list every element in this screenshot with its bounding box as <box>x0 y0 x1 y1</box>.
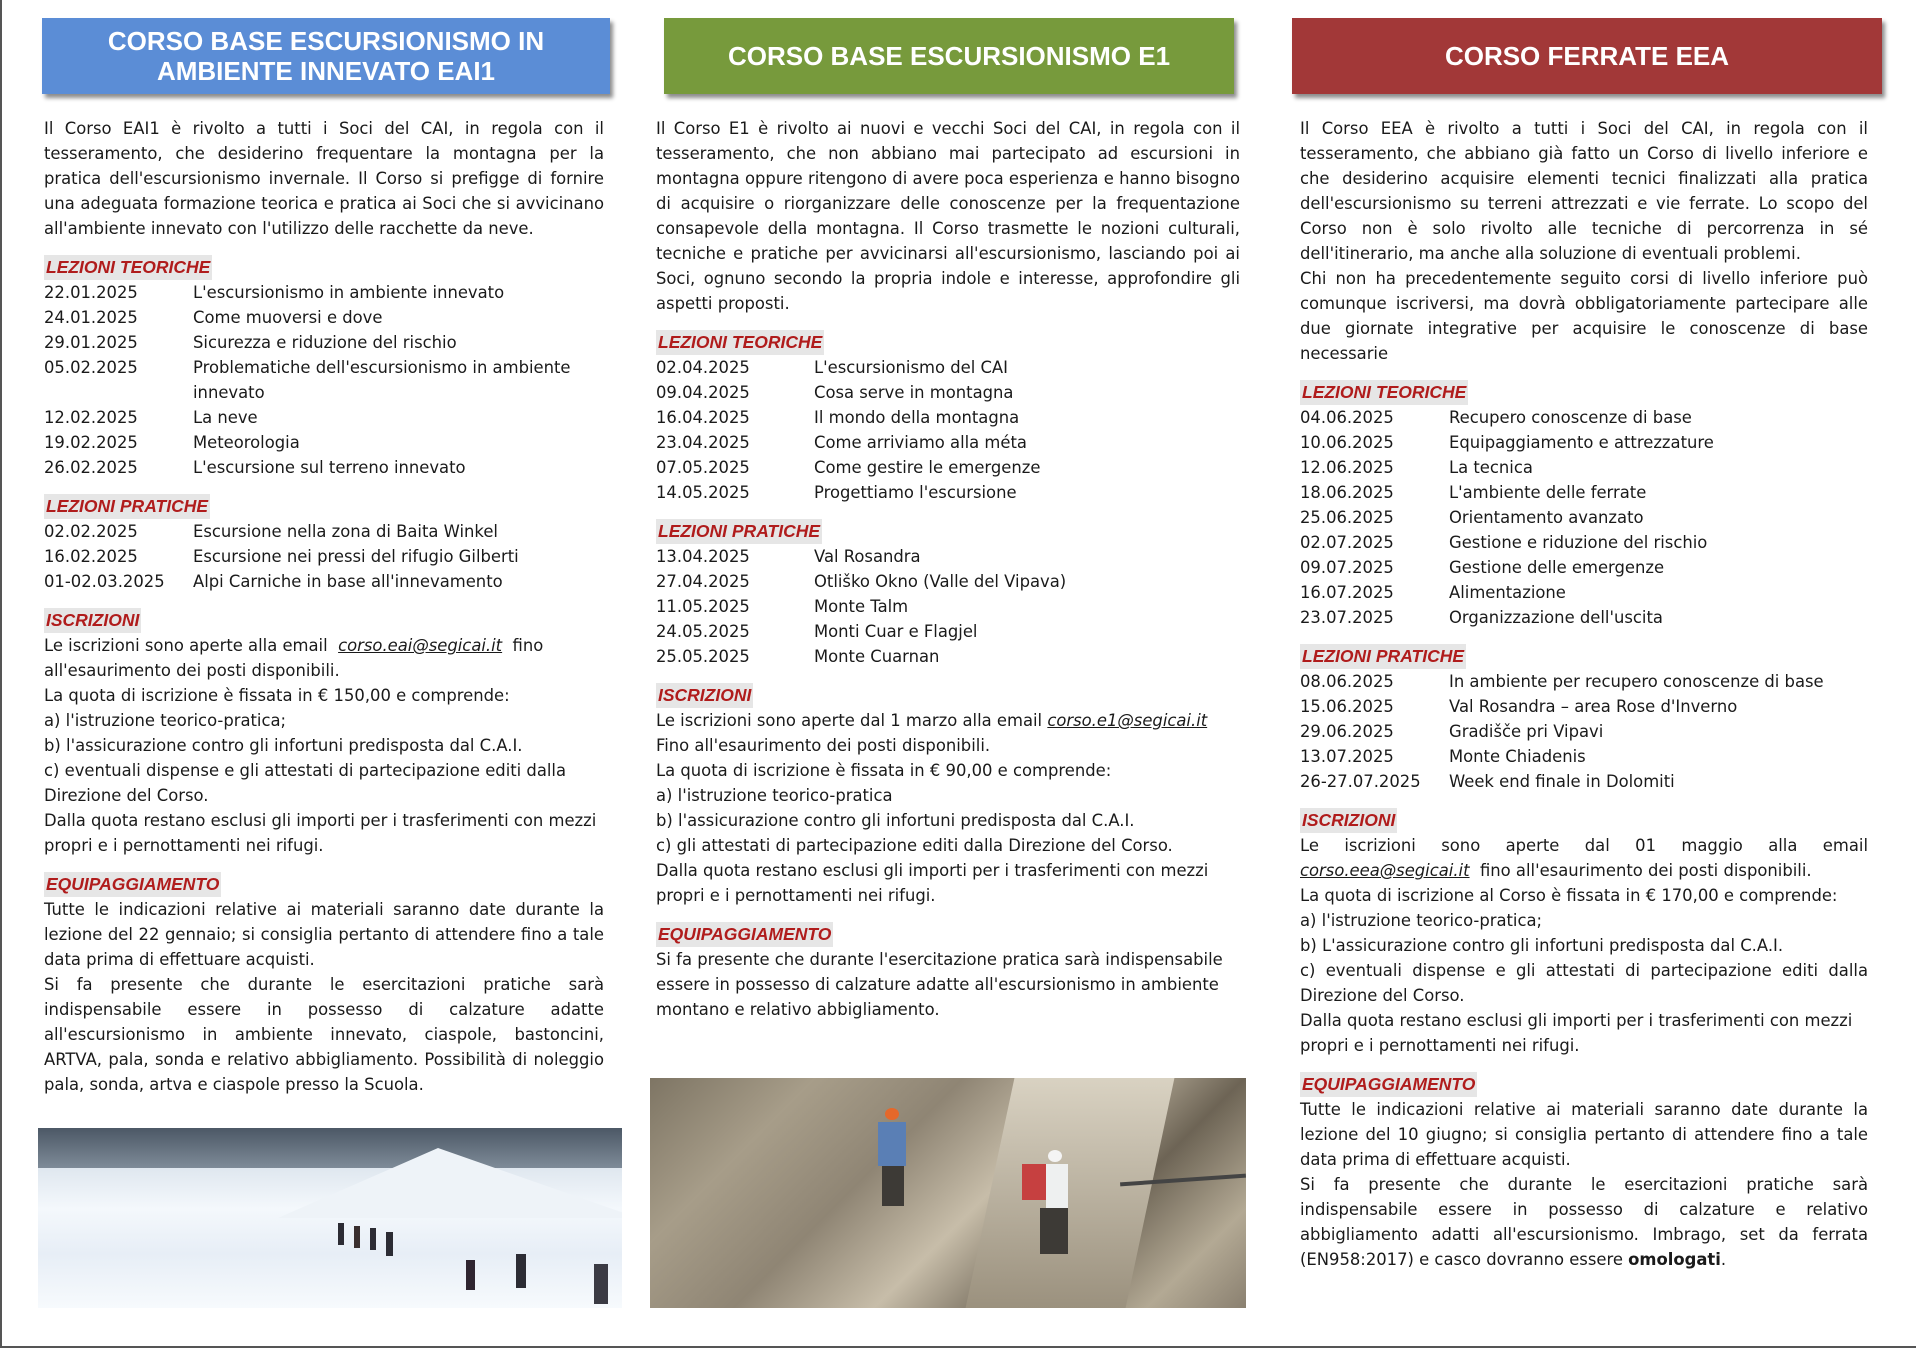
eai1-reg-post: fino all'esaurimento dei posti disponibili. <box>44 636 544 680</box>
eea-reg-a: a) l'istruzione teorico-pratica; <box>1300 911 1543 930</box>
eea-practice-topic: Monte Chiadenis <box>1449 747 1586 766</box>
hiker-figure <box>354 1226 360 1248</box>
eea-practice-row <box>1300 769 1868 794</box>
eea-practice-row <box>1300 719 1868 744</box>
eea-practice-row <box>1300 694 1868 719</box>
eai1-practice-row <box>44 569 604 594</box>
e1-theory-topic: Come arriviamo alla méta <box>814 433 1027 452</box>
eai1-practice-row <box>44 544 604 569</box>
eea-theory-date: 16.07.2025 <box>1300 583 1394 602</box>
snow-slope <box>278 1148 622 1218</box>
eea-reg-pre: Le iscrizioni sono aperte dal 01 maggio alla email <box>1300 836 1868 855</box>
eea-theory-date: 02.07.2025 <box>1300 533 1394 552</box>
e1-practice-date: 13.04.2025 <box>656 547 750 566</box>
eai1-practice-topic: Escursione nella zona di Baita Winkel <box>193 522 498 541</box>
eea-theory-date: 23.07.2025 <box>1300 608 1394 627</box>
e1-practice-date: 25.05.2025 <box>656 647 750 666</box>
e1-theory-row <box>656 480 1240 505</box>
climber-figure <box>878 1122 906 1166</box>
eea-theory-date: 25.06.2025 <box>1300 508 1394 527</box>
eea-intro2: Chi non ha precedentemente seguito corsi di livello inferiore può comunque iscriversi, ma dovrà obbligatoriamente partecipare alle due giornate integrative per acquisire le conoscenze di base necessarie <box>1300 269 1868 363</box>
e1-practice-row <box>656 619 1240 644</box>
e1-theory-row <box>656 455 1240 480</box>
e1-reg-excl: Dalla quota restano esclusi gli importi per i trasferimenti con mezzi propri e i pernottamenti nei rifugi. <box>656 861 1209 905</box>
climber-backpack <box>1022 1164 1048 1200</box>
eea-email-link[interactable]: corso.eea@segicai.it <box>1300 861 1470 880</box>
eea-practice-topic: Week end finale in Dolomiti <box>1449 772 1675 791</box>
eea-reg-fee: La quota di iscrizione al Corso è fissata in € 170,00 e comprende: <box>1300 886 1838 905</box>
eea-theory-row <box>1300 605 1868 630</box>
eai1-reg-excl: Dalla quota restano esclusi gli importi per i trasferimenti con mezzi propri e i pernottamenti nei rifugi. <box>44 811 597 855</box>
eai1-theory-topic: Problematiche dell'escursionismo in ambiente innevato <box>193 358 571 402</box>
e1-theory-row <box>656 405 1240 430</box>
eea-theory-topic: L'ambiente delle ferrate <box>1449 483 1647 502</box>
eea-theory-row <box>1300 580 1868 605</box>
climber-figure <box>1046 1164 1068 1208</box>
e1-theory-date: 09.04.2025 <box>656 383 750 402</box>
e1-registration-text <box>656 708 1240 733</box>
eai1-theory-list <box>44 280 604 480</box>
hiker-figure <box>338 1223 344 1245</box>
eea-theory-row <box>1300 555 1868 580</box>
rock-wall <box>966 1078 1175 1308</box>
eai1-theory-row <box>44 280 604 305</box>
e1-practice-row <box>656 544 1240 569</box>
e1-theory-list <box>656 355 1240 505</box>
climber-helmet <box>1048 1150 1062 1162</box>
e1-practice-heading: LEZIONI PRATICHE <box>656 519 822 544</box>
eai1-theory-row <box>44 455 604 480</box>
eai1-theory-heading: LEZIONI TEORICHE <box>44 255 212 280</box>
eea-practice-date: 15.06.2025 <box>1300 697 1394 716</box>
eea-theory-heading: LEZIONI TEORICHE <box>1300 380 1468 405</box>
eai1-equip1: Tutte le indicazioni relative ai materiali saranno date durante la lezione del 22 gennaio; si consiglia pertanto di attendere fino a tale data prima di effettuare acquisti. <box>44 900 604 969</box>
eai1-reg-pre: Le iscrizioni sono aperte alla email <box>44 636 328 655</box>
e1-theory-heading: LEZIONI TEORICHE <box>656 330 824 355</box>
e1-practice-date: 11.05.2025 <box>656 597 750 616</box>
eai1-equip2: Si fa presente che durante le esercitazioni pratiche sarà indispensabile essere in possesso di calzature adatte all'escursionismo in ambiente innevato, ciaspole, bastoncini, ARTVA, pala, sonda e relativo abbigliamento. Possibilità di noleggio pala, sonda, artva e ciaspole presso la Scuola. <box>44 975 604 1094</box>
e1-theory-date: 02.04.2025 <box>656 358 750 377</box>
eea-registration-heading: ISCRIZIONI <box>1300 808 1397 833</box>
e1-registration-heading: ISCRIZIONI <box>656 683 753 708</box>
e1-theory-topic: L'escursionismo del CAI <box>814 358 1008 377</box>
hiker-figure <box>386 1232 393 1256</box>
eai1-theory-topic: L'escursione sul terreno innevato <box>193 458 466 477</box>
e1-reg-post: Fino all'esaurimento dei posti disponibili. <box>656 736 991 755</box>
eea-theory-date: 10.06.2025 <box>1300 433 1394 452</box>
e1-theory-date: 14.05.2025 <box>656 483 750 502</box>
e1-body <box>656 116 1240 1022</box>
eea-theory-row <box>1300 455 1868 480</box>
e1-reg-pre: Le iscrizioni sono aperte dal 1 marzo alla email <box>656 711 1043 730</box>
eai1-registration-heading: ISCRIZIONI <box>44 608 141 633</box>
e1-practice-row <box>656 569 1240 594</box>
eea-theory-topic: Recupero conoscenze di base <box>1449 408 1692 427</box>
eea-theory-date: 09.07.2025 <box>1300 558 1394 577</box>
eea-theory-row <box>1300 480 1868 505</box>
e1-practice-topic: Monte Talm <box>814 597 909 616</box>
eea-theory-row <box>1300 530 1868 555</box>
e1-practice-topic: Otliško Okno (Valle del Vipava) <box>814 572 1067 591</box>
eea-equip2 <box>1300 1172 1868 1272</box>
e1-practice-row <box>656 594 1240 619</box>
eai1-theory-date: 05.02.2025 <box>44 358 138 377</box>
eai1-practice-list <box>44 519 604 594</box>
eai1-practice-date: 01-02.03.2025 <box>44 572 165 591</box>
via-ferrata-climbers-photo <box>650 1078 1246 1308</box>
e1-theory-date: 16.04.2025 <box>656 408 750 427</box>
eea-practice-topic: Val Rosandra – area Rose d'Inverno <box>1449 697 1738 716</box>
e1-reg-c: c) gli attestati di partecipazione editi dalla Direzione del Corso. <box>656 836 1173 855</box>
e1-theory-row <box>656 430 1240 455</box>
column-eea <box>1292 0 1886 1348</box>
e1-practice-topic: Monti Cuar e Flagjel <box>814 622 978 641</box>
eea-equip2-end: . <box>1720 1250 1727 1269</box>
column-eai1 <box>38 0 610 1348</box>
eai1-theory-date: 26.02.2025 <box>44 458 138 477</box>
eea-reg-excl: Dalla quota restano esclusi gli importi per i trasferimenti con mezzi propri e i pernottamenti nei rifugi. <box>1300 1011 1853 1055</box>
e1-equip1: Si fa presente che durante l'esercitazione pratica sarà indispensabile essere in possesso di calzature adatte all'escursionismo in ambiente montano e relativo abbigliamento. <box>656 950 1223 1019</box>
climber-legs <box>882 1166 904 1206</box>
eea-practice-row <box>1300 669 1868 694</box>
eea-theory-date: 18.06.2025 <box>1300 483 1394 502</box>
eea-theory-list <box>1300 405 1868 630</box>
eai1-theory-date: 24.01.2025 <box>44 308 138 327</box>
eai1-theory-row <box>44 405 604 430</box>
eai1-theory-date: 22.01.2025 <box>44 283 138 302</box>
eea-equip1: Tutte le indicazioni relative ai materiali saranno date durante la lezione del 10 giugno; si consiglia pertanto di attendere fino a tale data prima di effettuare acquisti. <box>1300 1100 1868 1169</box>
eai1-email-link[interactable]: corso.eai@segicai.it <box>338 636 503 655</box>
eea-theory-topic: La tecnica <box>1449 458 1533 477</box>
hiker-figure <box>466 1260 475 1290</box>
eai1-theory-topic: Sicurezza e riduzione del rischio <box>193 333 457 352</box>
eai1-theory-topic: La neve <box>193 408 258 427</box>
climber-legs <box>1040 1208 1068 1254</box>
eai1-reg-a: a) l'istruzione teorico-pratica; <box>44 711 287 730</box>
e1-theory-topic: Il mondo della montagna <box>814 408 1020 427</box>
eea-equipment-heading: EQUIPAGGIAMENTO <box>1300 1072 1477 1097</box>
eea-theory-topic: Equipaggiamento e attrezzature <box>1449 433 1714 452</box>
eea-practice-date: 29.06.2025 <box>1300 722 1394 741</box>
eai1-theory-date: 19.02.2025 <box>44 433 138 452</box>
e1-practice-date: 24.05.2025 <box>656 622 750 641</box>
eea-title-banner: CORSO FERRATE EEA <box>1292 18 1882 94</box>
eea-practice-row <box>1300 744 1868 769</box>
eea-practice-date: 13.07.2025 <box>1300 747 1394 766</box>
eea-theory-topic: Gestione e riduzione del rischio <box>1449 533 1708 552</box>
hiker-figure <box>594 1264 608 1304</box>
e1-practice-row <box>656 644 1240 669</box>
eea-practice-topic: In ambiente per recupero conoscenze di base <box>1449 672 1824 691</box>
eea-theory-topic: Organizzazione dell'uscita <box>1449 608 1663 627</box>
e1-reg-a: a) l'istruzione teorico-pratica <box>656 786 893 805</box>
eai1-reg-c: c) eventuali dispense e gli attestati di partecipazione editi dalla Direzione del Corso. <box>44 761 567 805</box>
climber-helmet <box>885 1108 899 1120</box>
e1-equipment-heading: EQUIPAGGIAMENTO <box>656 922 833 947</box>
eea-theory-topic: Gestione delle emergenze <box>1449 558 1665 577</box>
e1-theory-date: 07.05.2025 <box>656 458 750 477</box>
e1-theory-row <box>656 380 1240 405</box>
eea-theory-topic: Orientamento avanzato <box>1449 508 1644 527</box>
eea-reg-c: c) eventuali dispense e gli attestati di partecipazione editi dalla Direzione del Corso. <box>1300 961 1868 1005</box>
e1-practice-topic: Monte Cuarnan <box>814 647 940 666</box>
eea-registration-text <box>1300 833 1868 883</box>
eai1-practice-topic: Escursione nei pressi del rifugio Gilberti <box>193 547 519 566</box>
e1-email-link[interactable]: corso.e1@segicai.it <box>1047 711 1208 730</box>
eea-reg-post: fino all'esaurimento dei posti disponibili. <box>1479 861 1812 880</box>
eea-practice-topic: Gradišče pri Vipavi <box>1449 722 1604 741</box>
e1-theory-topic: Come gestire le emergenze <box>814 458 1041 477</box>
e1-theory-topic: Cosa serve in montagna <box>814 383 1014 402</box>
column-e1 <box>650 0 1246 1348</box>
e1-title-banner: CORSO BASE ESCURSIONISMO E1 <box>664 18 1234 94</box>
eea-practice-heading: LEZIONI PRATICHE <box>1300 644 1466 669</box>
eai1-theory-topic: L'escursionismo in ambiente innevato <box>193 283 505 302</box>
eea-theory-date: 04.06.2025 <box>1300 408 1394 427</box>
eai1-theory-row <box>44 355 604 405</box>
eai1-reg-b: b) l'assicurazione contro gli infortuni predisposta dal C.A.I. <box>44 736 523 755</box>
eea-theory-date: 12.06.2025 <box>1300 458 1394 477</box>
eea-intro: Il Corso EEA è rivolto a tutti i Soci del CAI, in regola con il tesseramento, che abbiano già fatto un Corso di livello inferiore e che desiderino acquisire elementi tecnici finalizzati alla pratica dell'escursionismo su terreni attrezzati e vie ferrate. Lo scopo del Corso non è solo rivolto alle tecniche di percorrenza in sé dell'itinerario, ma anche alla soluzione di eventuali problemi. <box>1300 119 1868 263</box>
eea-reg-b: b) L'assicurazione contro gli infortuni predisposta dal C.A.I. <box>1300 936 1784 955</box>
eai1-theory-row <box>44 430 604 455</box>
eai1-practice-date: 16.02.2025 <box>44 547 138 566</box>
eea-theory-row <box>1300 405 1868 430</box>
eai1-theory-row <box>44 330 604 355</box>
e1-practice-list <box>656 544 1240 669</box>
e1-theory-row <box>656 355 1240 380</box>
hiker-figure <box>370 1228 376 1250</box>
eea-body <box>1300 116 1868 1272</box>
eea-theory-row <box>1300 430 1868 455</box>
eai1-theory-row <box>44 305 604 330</box>
eai1-practice-heading: LEZIONI PRATICHE <box>44 494 210 519</box>
e1-theory-topic: Progettiamo l'escursione <box>814 483 1017 502</box>
eai1-registration-text <box>44 633 604 683</box>
eea-practice-list <box>1300 669 1868 794</box>
hiker-figure <box>516 1254 526 1288</box>
eai1-practice-topic: Alpi Carniche in base all'innevamento <box>193 572 503 591</box>
eai1-reg-fee: La quota di iscrizione è fissata in € 150,00 e comprende: <box>44 686 510 705</box>
eea-theory-topic: Alimentazione <box>1449 583 1566 602</box>
eai1-theory-date: 12.02.2025 <box>44 408 138 427</box>
eai1-theory-topic: Meteorologia <box>193 433 300 452</box>
eai1-intro: Il Corso EAI1 è rivolto a tutti i Soci del CAI, in regola con il tesseramento, che desiderino frequentare la montagna per la pratica dell'escursionismo invernale. Il Corso si prefigge di fornire una adeguata formazione teorica e pratica ai Soci che si avvicinano all'ambiente innevato con l'utilizzo delle racchette da neve. <box>44 119 604 238</box>
e1-theory-date: 23.04.2025 <box>656 433 750 452</box>
eai1-practice-date: 02.02.2025 <box>44 522 138 541</box>
eai1-theory-date: 29.01.2025 <box>44 333 138 352</box>
e1-practice-date: 27.04.2025 <box>656 572 750 591</box>
e1-reg-b: b) l'assicurazione contro gli infortuni predisposta dal C.A.I. <box>656 811 1135 830</box>
eea-theory-row <box>1300 505 1868 530</box>
eai1-title-banner: CORSO BASE ESCURSIONISMO IN AMBIENTE INNEVATO EAI1 <box>42 18 610 94</box>
eea-equip2-bold: omologati <box>1628 1250 1721 1269</box>
eea-practice-date: 26-27.07.2025 <box>1300 772 1421 791</box>
e1-intro: Il Corso E1 è rivolto ai nuovi e vecchi Soci del CAI, in regola con il tesseramento, che non abbiano mai partecipato ad escursioni in montagna oppure ritengono di avere poca esperienza e hanno bisogno di acquisire o riorganizzare delle conoscenze per la frequentazione consapevole della montagna. Il Corso trasmette le nozioni culturali, tecniche e pratiche per avvicinarsi all'escursionismo, lasciando poi ai Soci, ognuno secondo la propria indole e interesse, approfondire gli aspetti proposti. <box>656 119 1240 313</box>
e1-reg-fee: La quota di iscrizione è fissata in € 90,00 e comprende: <box>656 761 1112 780</box>
eai1-theory-topic: Come muoversi e dove <box>193 308 383 327</box>
e1-practice-topic: Val Rosandra <box>814 547 921 566</box>
eai1-body <box>44 116 604 1097</box>
eai1-equipment-heading: EQUIPAGGIAMENTO <box>44 872 221 897</box>
eea-practice-date: 08.06.2025 <box>1300 672 1394 691</box>
eea-equip2-text: Si fa presente che durante le esercitazioni pratiche sarà indispensabile essere in possesso di calzature e relativo abbigliamento adatti all'escursionismo. Imbrago, set da ferrata (EN958:2017) e casco dovranno essere <box>1300 1175 1868 1269</box>
snowshoe-hikers-photo <box>38 1128 622 1308</box>
eai1-practice-row <box>44 519 604 544</box>
